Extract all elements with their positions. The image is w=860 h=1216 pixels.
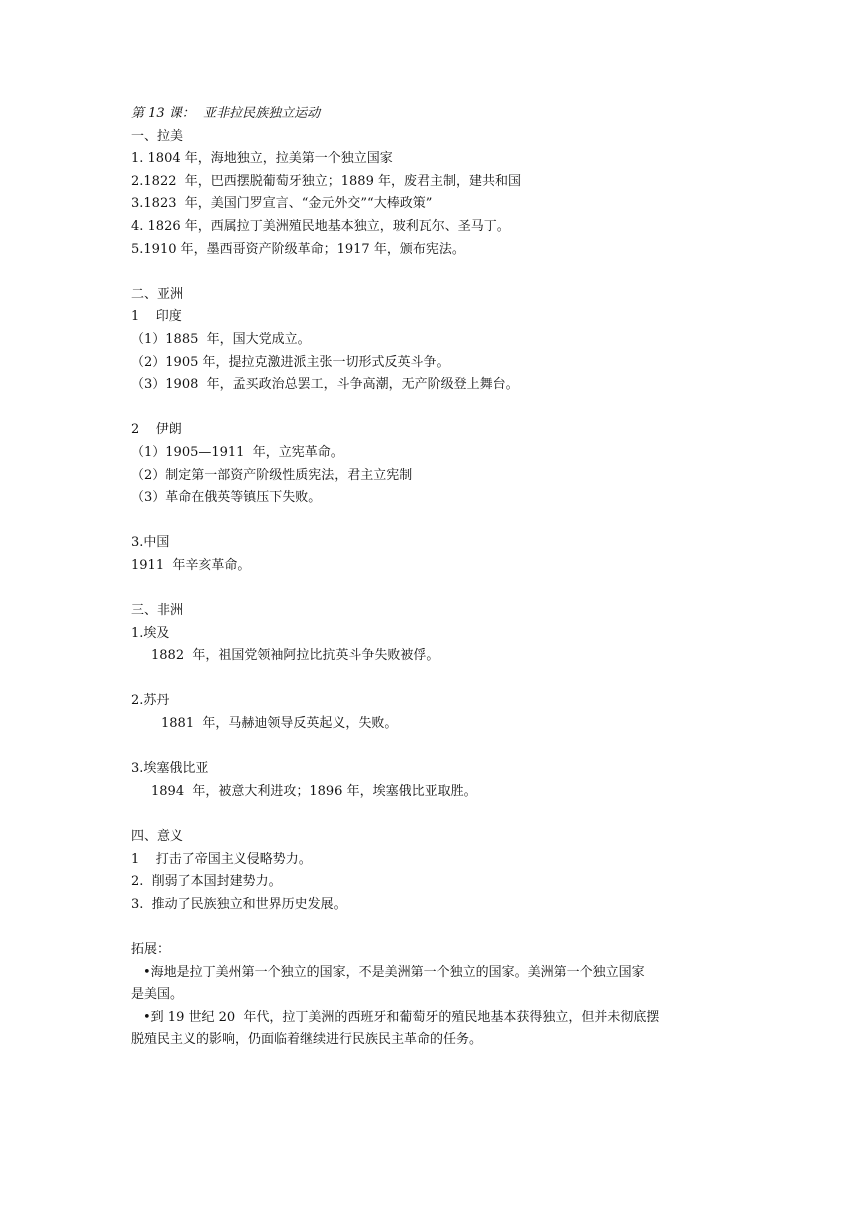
list-item: （2）制定第一部资产阶级性质宪法，君主立宪制 xyxy=(131,467,413,483)
document-page xyxy=(131,103,741,1052)
spacer xyxy=(131,916,741,939)
list-item: 2.1822 年，巴西摆脱葡萄牙独立；1889 年，废君主制，建共和国 xyxy=(131,173,521,189)
subheading-sudan: 2.苏丹 xyxy=(131,693,170,709)
paragraph-sudan: 1881 年，马赫迪领导反英起义，失败。 xyxy=(161,716,398,732)
spacer xyxy=(131,577,741,600)
spacer xyxy=(131,397,741,420)
list-item: （1）1905—1911 年，立宪革命。 xyxy=(131,444,344,460)
paragraph-egypt: 1882 年，祖国党领袖阿拉比抗英斗争失败被俘。 xyxy=(151,648,440,664)
spacer xyxy=(131,736,741,759)
list-item: （3）革命在俄英等镇压下失败。 xyxy=(131,490,322,506)
section-heading-latin-america: 一、拉美 xyxy=(131,128,184,144)
subheading-india: 1 印度 xyxy=(131,309,182,325)
spacer xyxy=(131,510,741,533)
bullet-line: •到 19 世纪 20 年代，拉丁美洲的西班牙和葡萄牙的殖民地基本获得独立，但并未彻底摆 xyxy=(143,1009,660,1025)
subheading-iran: 2 伊朗 xyxy=(131,422,182,438)
spacer xyxy=(131,261,741,284)
subheading-ethiopia: 3.埃塞俄比亚 xyxy=(131,761,209,777)
bullet-line: •海地是拉丁美州第一个独立的国家，不是美洲第一个独立的国家。美洲第一个独立国家 xyxy=(143,964,645,980)
list-item: 2. 削弱了本国封建势力。 xyxy=(131,874,282,890)
spacer xyxy=(131,668,741,691)
list-item: 5.1910 年，墨西哥资产阶级革命；1917 年，颁布宪法。 xyxy=(131,241,465,257)
list-item: （2）1905 年，提拉克激进派主张一切形式反英斗争。 xyxy=(131,354,450,370)
lesson-title: 第 13 课： 亚非拉民族独立运动 xyxy=(131,106,321,121)
section-heading-significance: 四、意义 xyxy=(131,829,184,844)
spacer xyxy=(131,803,741,826)
list-item: 1911 年辛亥革命。 xyxy=(131,557,251,573)
list-item: 3. 推动了民族独立和世界历史发展。 xyxy=(131,896,347,912)
section-heading-asia: 二、亚洲 xyxy=(131,286,184,302)
subheading-china: 3.中国 xyxy=(131,535,170,551)
section-heading-extension: 拓展： xyxy=(131,941,171,957)
list-item: 1. 1804 年，海地独立，拉美第一个独立国家 xyxy=(131,151,393,167)
bullet-continuation: 脱殖民主义的影响，仍面临着继续进行民族民主革命的任务。 xyxy=(131,1032,483,1048)
bullet-continuation: 是美国。 xyxy=(131,987,184,1003)
list-item: （1）1885 年，国大党成立。 xyxy=(131,331,311,347)
subheading-egypt: 1.埃及 xyxy=(131,625,170,641)
list-item: 3.1823 年，美国门罗宣言、“金元外交”“大棒政策” xyxy=(131,196,433,212)
section-heading-africa: 三、非洲 xyxy=(131,603,184,619)
list-item: （3）1908 年，孟买政治总罢工，斗争高潮，无产阶级登上舞台。 xyxy=(131,377,519,393)
paragraph-ethiopia: 1894 年，被意大利进攻；1896 年，埃塞俄比亚取胜。 xyxy=(151,783,477,799)
list-item: 1 打击了帝国主义侵略势力。 xyxy=(131,851,312,867)
list-item: 4. 1826 年，西属拉丁美洲殖民地基本独立，玻利瓦尔、圣马丁。 xyxy=(131,218,510,234)
